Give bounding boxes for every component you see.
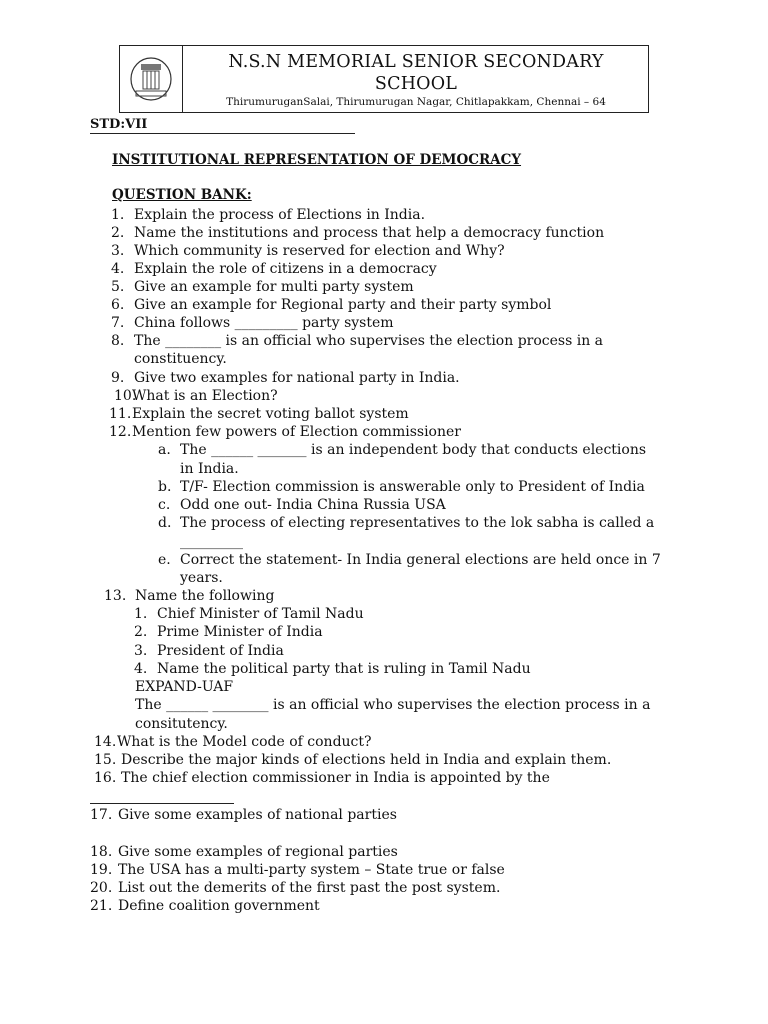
question-text: Mention few powers of Election commissioner [132, 424, 461, 440]
question-number: 16. [94, 770, 117, 786]
question-text: T/F- Election commission is answerable only to President of India [180, 479, 645, 495]
school-name [182, 51, 650, 95]
question-number: 4. [111, 261, 125, 277]
question-text: Define coalition government [118, 898, 320, 914]
question-text: Name the institutions and process that help a democracy function [134, 225, 605, 241]
question-text: What is an Election? [132, 388, 278, 404]
question-number: 19. [90, 862, 113, 878]
question-number: 14. [94, 734, 117, 750]
question-text: Explain the role of citizens in a democracy [134, 261, 437, 277]
school-logo [120, 46, 183, 112]
question-text: Give an example for Regional party and their party symbol [134, 297, 552, 313]
question-number: 9. [111, 370, 125, 386]
school-header [119, 45, 649, 113]
question-text: constituency. [134, 351, 227, 367]
question-number: 1. [134, 606, 148, 622]
question-text: consitutency. [135, 716, 228, 732]
question-bank-title: QUESTION BANK: [112, 187, 252, 203]
question-text: Give two examples for national party in India. [134, 370, 460, 386]
question-text: Odd one out- India China Russia USA [180, 497, 446, 513]
question-number: 1. [111, 207, 125, 223]
question-number: d. [158, 515, 172, 531]
question-number: 4. [134, 661, 148, 677]
topic-title: INSTITUTIONAL REPRESENTATION OF DEMOCRACY [112, 152, 522, 168]
question-text: Explain the process of Elections in India. [134, 207, 426, 223]
question-number: 17. [90, 807, 113, 823]
question-text: Prime Minister of India [157, 624, 323, 640]
question-text: Name the political party that is ruling in Tamil Nadu [157, 661, 531, 677]
question-text: The USA has a multi-party system – State true or false [118, 862, 505, 878]
question-number: 7. [111, 315, 125, 331]
question-text: Chief Minister of Tamil Nadu [157, 606, 364, 622]
question-number: 10. [114, 388, 137, 404]
std-label: STD:VII [90, 117, 355, 134]
question-number: e. [158, 552, 171, 568]
question-text: The process of electing representatives to the lok sabha is called a [180, 515, 655, 531]
school-emblem-logo [126, 56, 176, 102]
question-text: EXPAND-UAF [135, 679, 234, 695]
question-number: 11. [109, 406, 132, 422]
question-text: The chief election commissioner in India is appointed by the [121, 770, 550, 786]
school-name-line2: SCHOOL [374, 74, 458, 94]
question-text: Name the following [135, 588, 275, 604]
question-number: 5. [111, 279, 125, 295]
question-text: Correct the statement- In India general elections are held once in 7 [180, 552, 661, 568]
question-number: 8. [111, 333, 125, 349]
question-number: 2. [111, 225, 125, 241]
question-text: _________ [180, 534, 243, 550]
question-number: 13. [104, 588, 127, 604]
answer-blank-line [90, 803, 234, 804]
question-number: 20. [90, 880, 113, 896]
question-text: What is the Model code of conduct? [117, 734, 372, 750]
question-number: 21. [90, 898, 113, 914]
question-text: President of India [157, 643, 284, 659]
question-text: China follows _________ party system [134, 315, 394, 331]
question-text: Give an example for multi party system [134, 279, 414, 295]
question-text: The ______ ________ is an official who supervises the election process in a [135, 697, 651, 713]
question-number: a. [158, 442, 171, 458]
question-number: c. [158, 497, 171, 513]
question-number: 3. [111, 243, 125, 259]
question-text: Which community is reserved for election and Why? [134, 243, 505, 259]
question-number: 12. [109, 424, 132, 440]
question-number: 3. [134, 643, 148, 659]
question-text: Describe the major kinds of elections held in India and explain them. [121, 752, 612, 768]
school-name-line1: N.S.N MEMORIAL SENIOR SECONDARY [228, 52, 604, 72]
question-number: 18. [90, 844, 113, 860]
question-text: Explain the secret voting ballot system [132, 406, 409, 422]
question-number: 2. [134, 624, 148, 640]
question-number: 6. [111, 297, 125, 313]
question-text: in India. [180, 461, 239, 477]
question-number: b. [158, 479, 172, 495]
question-number: 15. [94, 752, 117, 768]
question-text: The ______ _______ is an independent body that conducts elections [180, 442, 647, 458]
question-text: Give some examples of regional parties [118, 844, 398, 860]
question-text: The ________ is an official who supervises the election process in a [134, 333, 604, 349]
question-text: Give some examples of national parties [118, 807, 397, 823]
question-text: List out the demerits of the first past the post system. [118, 880, 501, 896]
school-address: ThirumuruganSalai, Thirumurugan Nagar, Chitlapakkam, Chennai – 64 [226, 96, 606, 108]
question-text: years. [180, 570, 223, 586]
